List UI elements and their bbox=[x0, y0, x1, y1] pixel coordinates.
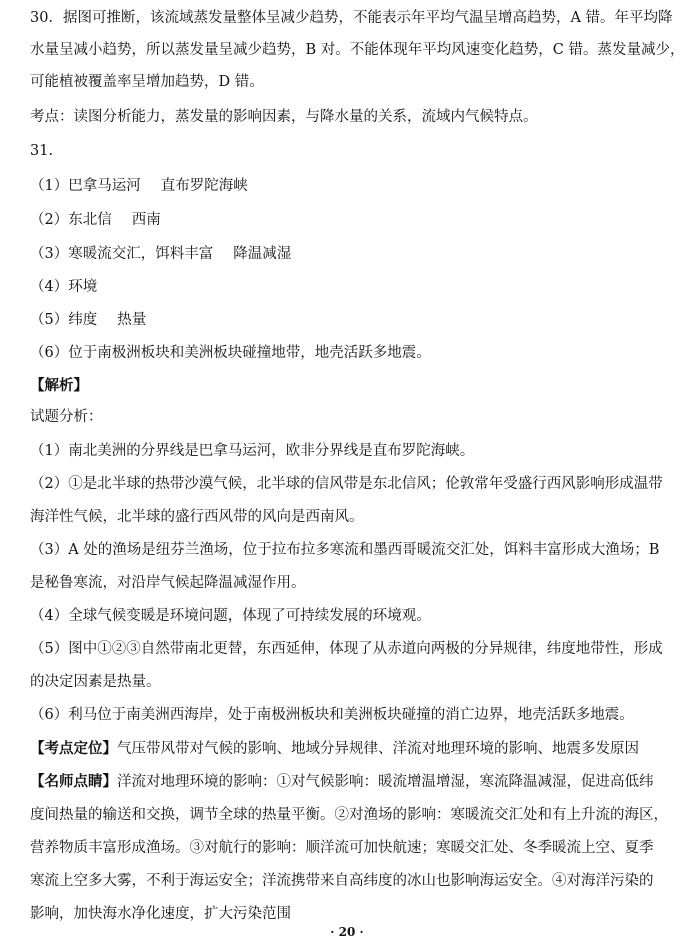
analysis-label: 试题分析： bbox=[30, 409, 103, 425]
mingshi-line-2: 度间热量的输送和交换，调节全球的热量平衡。②对渔场的影响：寒暖流交汇处和有上升流的海区， bbox=[30, 807, 668, 823]
explain-3-line-1: （3）A 处的渔场是纽芬兰渔场，位于拉布拉多寒流和墨西哥暖流交汇处，饵料丰富形成大渔场；B bbox=[30, 542, 660, 558]
mingshi-line-5: 影响，加快海水净化速度，扩大污染范围 bbox=[30, 906, 291, 922]
explain-1: （1）南北美洲的分界线是巴拿马运河，欧非分界线是直布罗陀海峡。 bbox=[30, 443, 475, 459]
answer-4-a: （4）环境 bbox=[30, 279, 98, 295]
answer-2-b: 西南 bbox=[131, 212, 161, 228]
q31-number: 31. bbox=[30, 143, 54, 159]
answer-1-a: （1）巴拿马运河 bbox=[30, 178, 141, 194]
mingshi-text-1: 洋流对地理环境的影响：①对气候影响：暖流增温增湿，寒流降温减湿，促进高低纬 bbox=[117, 774, 654, 790]
explain-6: （6）利马位于南美洲西海岸，处于南极洲板块和美洲板块碰撞的消亡边界，地壳活跃多地震。 bbox=[30, 707, 634, 723]
answer-2 bbox=[30, 210, 670, 230]
answer-3-b: 降温减湿 bbox=[233, 246, 292, 262]
answer-6 bbox=[30, 343, 670, 363]
answer-1 bbox=[30, 176, 670, 196]
mingshi-line-1 bbox=[30, 772, 670, 792]
answer-5-a: （5）纬度 bbox=[30, 312, 98, 328]
answer-4 bbox=[30, 277, 670, 297]
kaodian-dingwei-label: 【考点定位】 bbox=[30, 740, 117, 757]
answer-3 bbox=[30, 244, 670, 264]
q30-line-1: 30．据图可推断，该流域蒸发量整体呈减少趋势，不能表示年平均气温呈增高趋势，A 错。年平均降 bbox=[30, 10, 673, 26]
explain-2-line-1: （2）①是北半球的热带沙漠气候，北半球的信风带是东北信风；伦敦常年受盛行西风影响形成温带 bbox=[30, 476, 663, 492]
q30-line-2: 水量呈减小趋势，所以蒸发量呈减少趋势，B 对。不能体现年平均风速变化趋势，C 错。蒸发量减少， bbox=[30, 42, 685, 58]
explain-3-line-2: 是秘鲁寒流，对沿岸气候起降温减湿作用。 bbox=[30, 575, 306, 591]
answer-2-a: （2）东北信 bbox=[30, 212, 112, 228]
jiexi-heading: 【解析】 bbox=[30, 377, 88, 394]
mingshi-line-3: 营养物质丰富形成渔场。③对航行的影响：顺洋流可加快航速；寒暖交汇处、冬季暖流上空、夏季 bbox=[30, 840, 654, 856]
explain-5-line-1: （5）图中①②③自然带南北更替，东西延伸，体现了从赤道向两极的分异规律，纬度地带性，形成 bbox=[30, 641, 663, 657]
answer-5 bbox=[30, 310, 670, 330]
mingshi-line-4: 寒流上空多大雾，不利于海运安全；洋流携带来自高纬度的冰山也影响海运安全。④对海洋污染的 bbox=[30, 873, 654, 889]
q30-kaodian: 考点：读图分析能力，蒸发量的影响因素，与降水量的关系，流域内气候特点。 bbox=[30, 109, 538, 125]
explain-5-line-2: 的决定因素是热量。 bbox=[30, 674, 161, 690]
answer-6-a: （6）位于南极洲板块和美洲板块碰撞地带，地壳活跃多地震。 bbox=[30, 345, 431, 361]
answer-3-a: （3）寒暖流交汇，饵料丰富 bbox=[30, 246, 214, 262]
q30-line-3: 可能植被覆盖率呈增加趋势，D 错。 bbox=[30, 74, 264, 90]
mingshi-label: 【名师点睛】 bbox=[30, 773, 117, 790]
answer-5-b: 热量 bbox=[117, 312, 147, 328]
kaodian-dingwei-text: 气压带风带对气候的影响、地域分异规律、洋流对地理环境的影响、地震多发原因 bbox=[117, 741, 639, 757]
explain-2-line-2: 海洋性气候，北半球的盛行西风带的风向是西南风。 bbox=[30, 509, 364, 525]
answer-1-b: 直布罗陀海峡 bbox=[160, 178, 248, 194]
explain-4: （4）全球气候变暖是环境问题，体现了可持续发展的环境观。 bbox=[30, 608, 431, 624]
kaodian-dingwei bbox=[30, 739, 670, 759]
page-number: · 20 · bbox=[330, 925, 364, 939]
